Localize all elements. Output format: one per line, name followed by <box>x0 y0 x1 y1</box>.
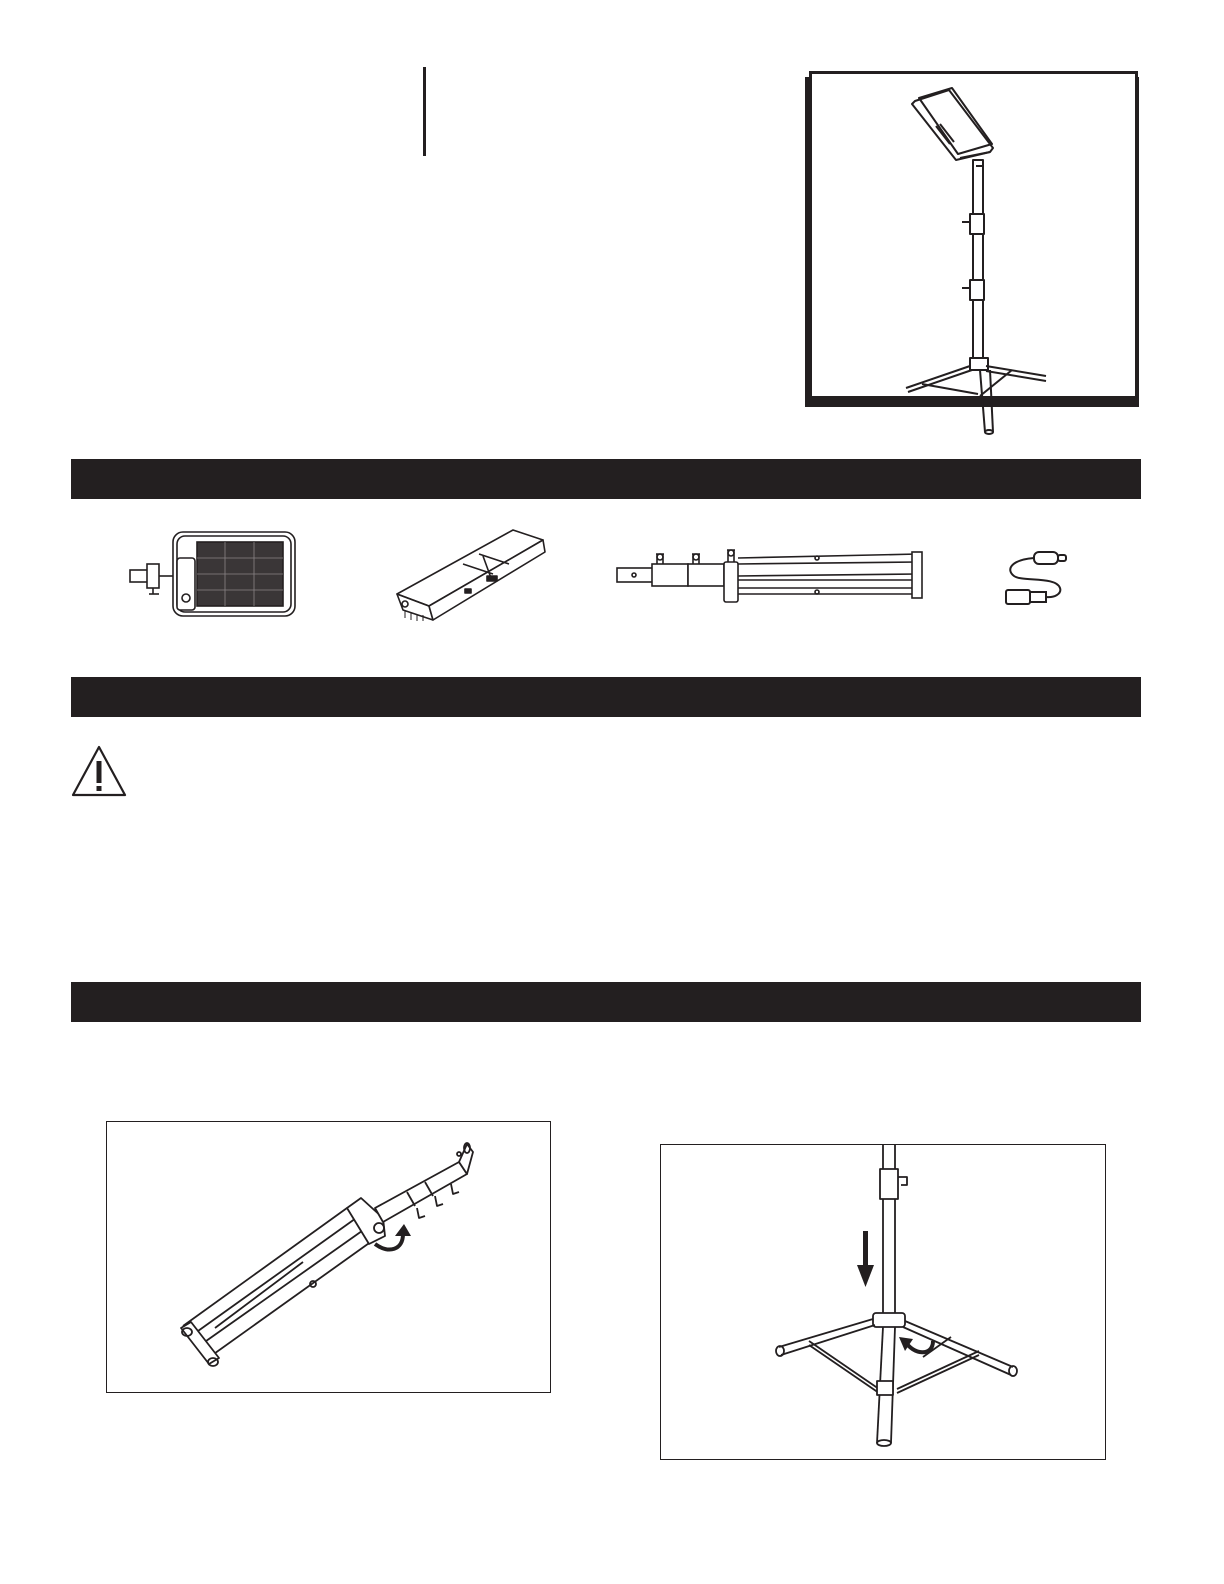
hero-tripod-legs <box>906 366 1046 434</box>
warning-icon <box>71 745 127 797</box>
step1-tripod-body <box>181 1208 379 1366</box>
part-usb-cable <box>1000 546 1070 608</box>
section-bar-package-contents <box>71 459 1141 499</box>
step2-tripod-legs <box>776 1319 1017 1446</box>
step1-figure-frame <box>106 1121 551 1393</box>
hero-pole <box>973 160 983 360</box>
part-tripod-stand <box>612 544 924 604</box>
section-bar-safety <box>71 677 1141 717</box>
step2-illustration <box>661 1145 1105 1459</box>
step1-illustration <box>107 1122 550 1392</box>
hero-light-head <box>912 88 993 160</box>
step2-down-arrow <box>857 1231 874 1287</box>
step1-pole <box>375 1143 473 1222</box>
part-solar-panel <box>125 528 300 620</box>
step2-pole <box>880 1145 907 1321</box>
header-divider <box>423 67 426 156</box>
part-light-head <box>393 526 548 622</box>
section-bar-assembly <box>71 982 1141 1022</box>
step2-figure-frame <box>660 1144 1106 1460</box>
hero-illustration <box>800 66 1060 446</box>
